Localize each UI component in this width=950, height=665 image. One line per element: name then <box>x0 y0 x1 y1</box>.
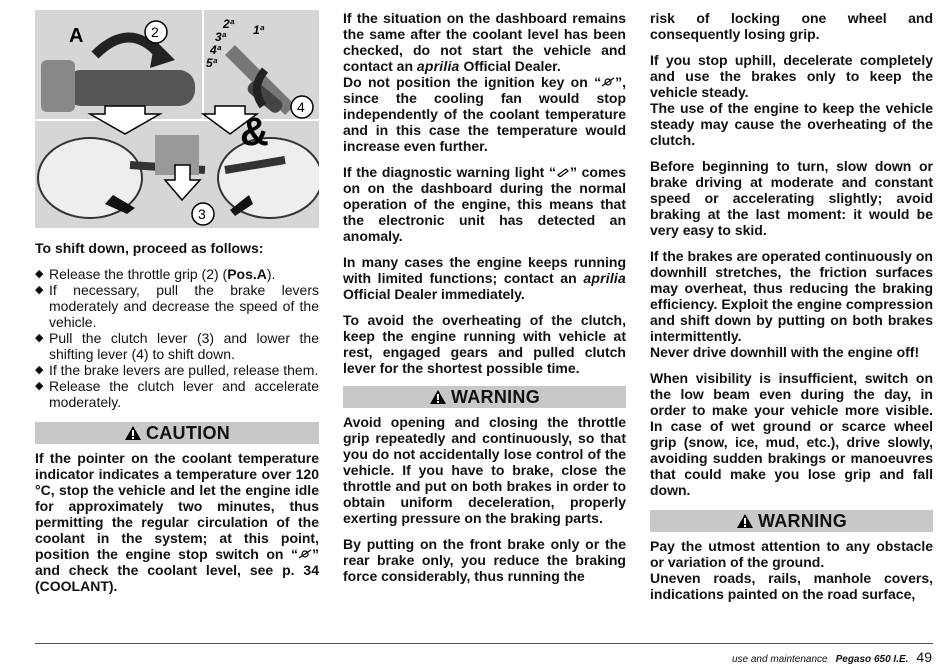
column-right <box>650 10 933 612</box>
list-item: ◆ Release the clutch lever and accelerate moderately. <box>35 378 319 410</box>
paragraph: If the situation on the dashboard remains the same after the coolant level has been checked, do not start the vehicle and contact an aprilia Official Dealer. <box>343 10 626 74</box>
footer-section: use and maintenance <box>731 654 828 665</box>
figure-label-a: A <box>69 25 84 47</box>
gear-label-3: 3ª <box>215 30 227 44</box>
warning-text: Uneven roads, rails, manhole covers, indications painted on the road surface, <box>650 570 933 602</box>
diamond-bullet-icon: ◆ <box>35 364 44 376</box>
aprilia-logo-text: aprilia <box>583 270 626 286</box>
gear-label-4: 4ª <box>210 43 222 57</box>
paragraph: Never drive downhill with the engine off! <box>650 344 920 360</box>
diamond-bullet-icon: ◆ <box>35 332 44 344</box>
illustration-svg <box>35 10 319 228</box>
warning-text: By putting on the front brake only or the rear brake only, you reduce the braking force considerably, thus running the <box>343 536 626 584</box>
callout-2: 2 <box>151 24 159 40</box>
list-item: ◆ If the brake levers are pulled, release them. <box>35 362 319 378</box>
paragraph: If the brakes are operated continuously on downhill stretches, the friction surfaces may overheat, thus reducing the braking efficiency. Exploit the engine compression and shift down by putting on both brakes intermittently. <box>650 248 933 344</box>
warning-banner: WARNING <box>650 510 933 532</box>
diamond-bullet-icon: ◆ <box>35 284 44 296</box>
paragraph: To avoid the overheating of the clutch, keep the engine running with vehicle at rest, engaged gears and pulled clutch lever for the shortest possible time. <box>343 312 626 376</box>
gear-label-5: 5ª <box>206 56 218 70</box>
paragraph: The use of the engine to keep the vehicle steady may cause the overheating of the clutch. <box>650 100 933 148</box>
diamond-bullet-icon: ◆ <box>35 380 44 392</box>
list-item: ◆ Release the throttle grip (2) (Pos.A). <box>35 266 276 282</box>
aprilia-logo-text: aprilia <box>416 58 460 74</box>
ignition-off-icon <box>601 77 615 87</box>
procedure-heading: To shift down, proceed as follows: <box>35 240 264 256</box>
list-item: ◆ Pull the clutch lever (3) and lower the shifting lever (4) to shift down. <box>35 330 319 362</box>
footer-model: Pegaso 650 I.E. <box>835 654 909 665</box>
paragraph: Before beginning to turn, slow down or brake driving at moderate and constant speed or accelerating slightly; avoid braking at the last moment: it would be very easy to skid. <box>650 158 933 238</box>
paragraph: If you stop uphill, decelerate completely and use the brakes only to keep the vehicle steady. <box>650 52 933 100</box>
engine-stop-icon <box>298 549 312 559</box>
figure-ampersand: & <box>240 110 269 154</box>
paragraph: risk of locking one wheel and consequently losing grip. <box>650 10 933 42</box>
column-left <box>35 10 319 604</box>
procedure-list <box>35 266 319 410</box>
diagnostic-light-icon <box>556 167 570 177</box>
paragraph: If the diagnostic warning light “ ” comes on on the dashboard during the normal operation of the engine, this means that the electronic unit has detected an anomaly. <box>343 164 626 244</box>
warning-triangle-icon <box>429 389 447 405</box>
callout-3: 3 <box>198 206 206 222</box>
paragraph: When visibility is insufficient, switch on the low beam even during the day, in order to make your vehicle more visible. In case of wet ground or scarce wheel grip (snow, ice, mud, etc.), drive slowly, avoiding sudden brakings or manoeuvres that could make you lose grip and fall down. <box>650 370 933 498</box>
caution-text: If the pointer on the coolant temperature indicator indicates a temperature over 120 °C, stop the vehicle and let the engine idle for approximately two minutes, thus permitting the regular circulation of the coolant in the system; at this point, position the engine stop switch on “ ” and check the coolant level, see p. 34 (COOLANT). <box>35 450 319 594</box>
shift-down-illustration <box>35 10 319 228</box>
callout-4: 4 <box>297 99 305 115</box>
paragraph: In many cases the engine keeps running with limited functions; contact an aprilia Official Dealer immediately. <box>343 254 626 302</box>
caution-banner: CAUTION <box>35 422 319 444</box>
column-middle <box>343 10 626 594</box>
warning-triangle-icon <box>736 513 754 529</box>
warning-triangle-icon <box>124 425 142 441</box>
gear-label-2: 2ª <box>223 17 235 31</box>
list-item: ◆ If necessary, pull the brake levers moderately and decrease the speed of the vehicle. <box>35 282 319 330</box>
warning-banner: WARNING <box>343 386 626 408</box>
warning-text: Pay the utmost attention to any obstacle or variation of the ground. <box>650 538 933 570</box>
footer-divider <box>35 643 933 644</box>
diamond-bullet-icon: ◆ <box>35 268 44 280</box>
gear-label-1: 1ª <box>253 23 265 37</box>
warning-text: Avoid opening and closing the throttle grip repeatedly and continuously, so that you do not accidentally lose control of the vehicle. If you have to brake, close the throttle and put on both brakes in order to obtain uniform deceleration, properly exerting pressure on the braking parts. <box>343 414 626 526</box>
paragraph: Do not position the ignition key on “ ”, since the cooling fan would stop independently of the coolant temperature and in this case the temperature would increase even further. <box>343 74 626 154</box>
page-number: 49 <box>916 649 932 665</box>
